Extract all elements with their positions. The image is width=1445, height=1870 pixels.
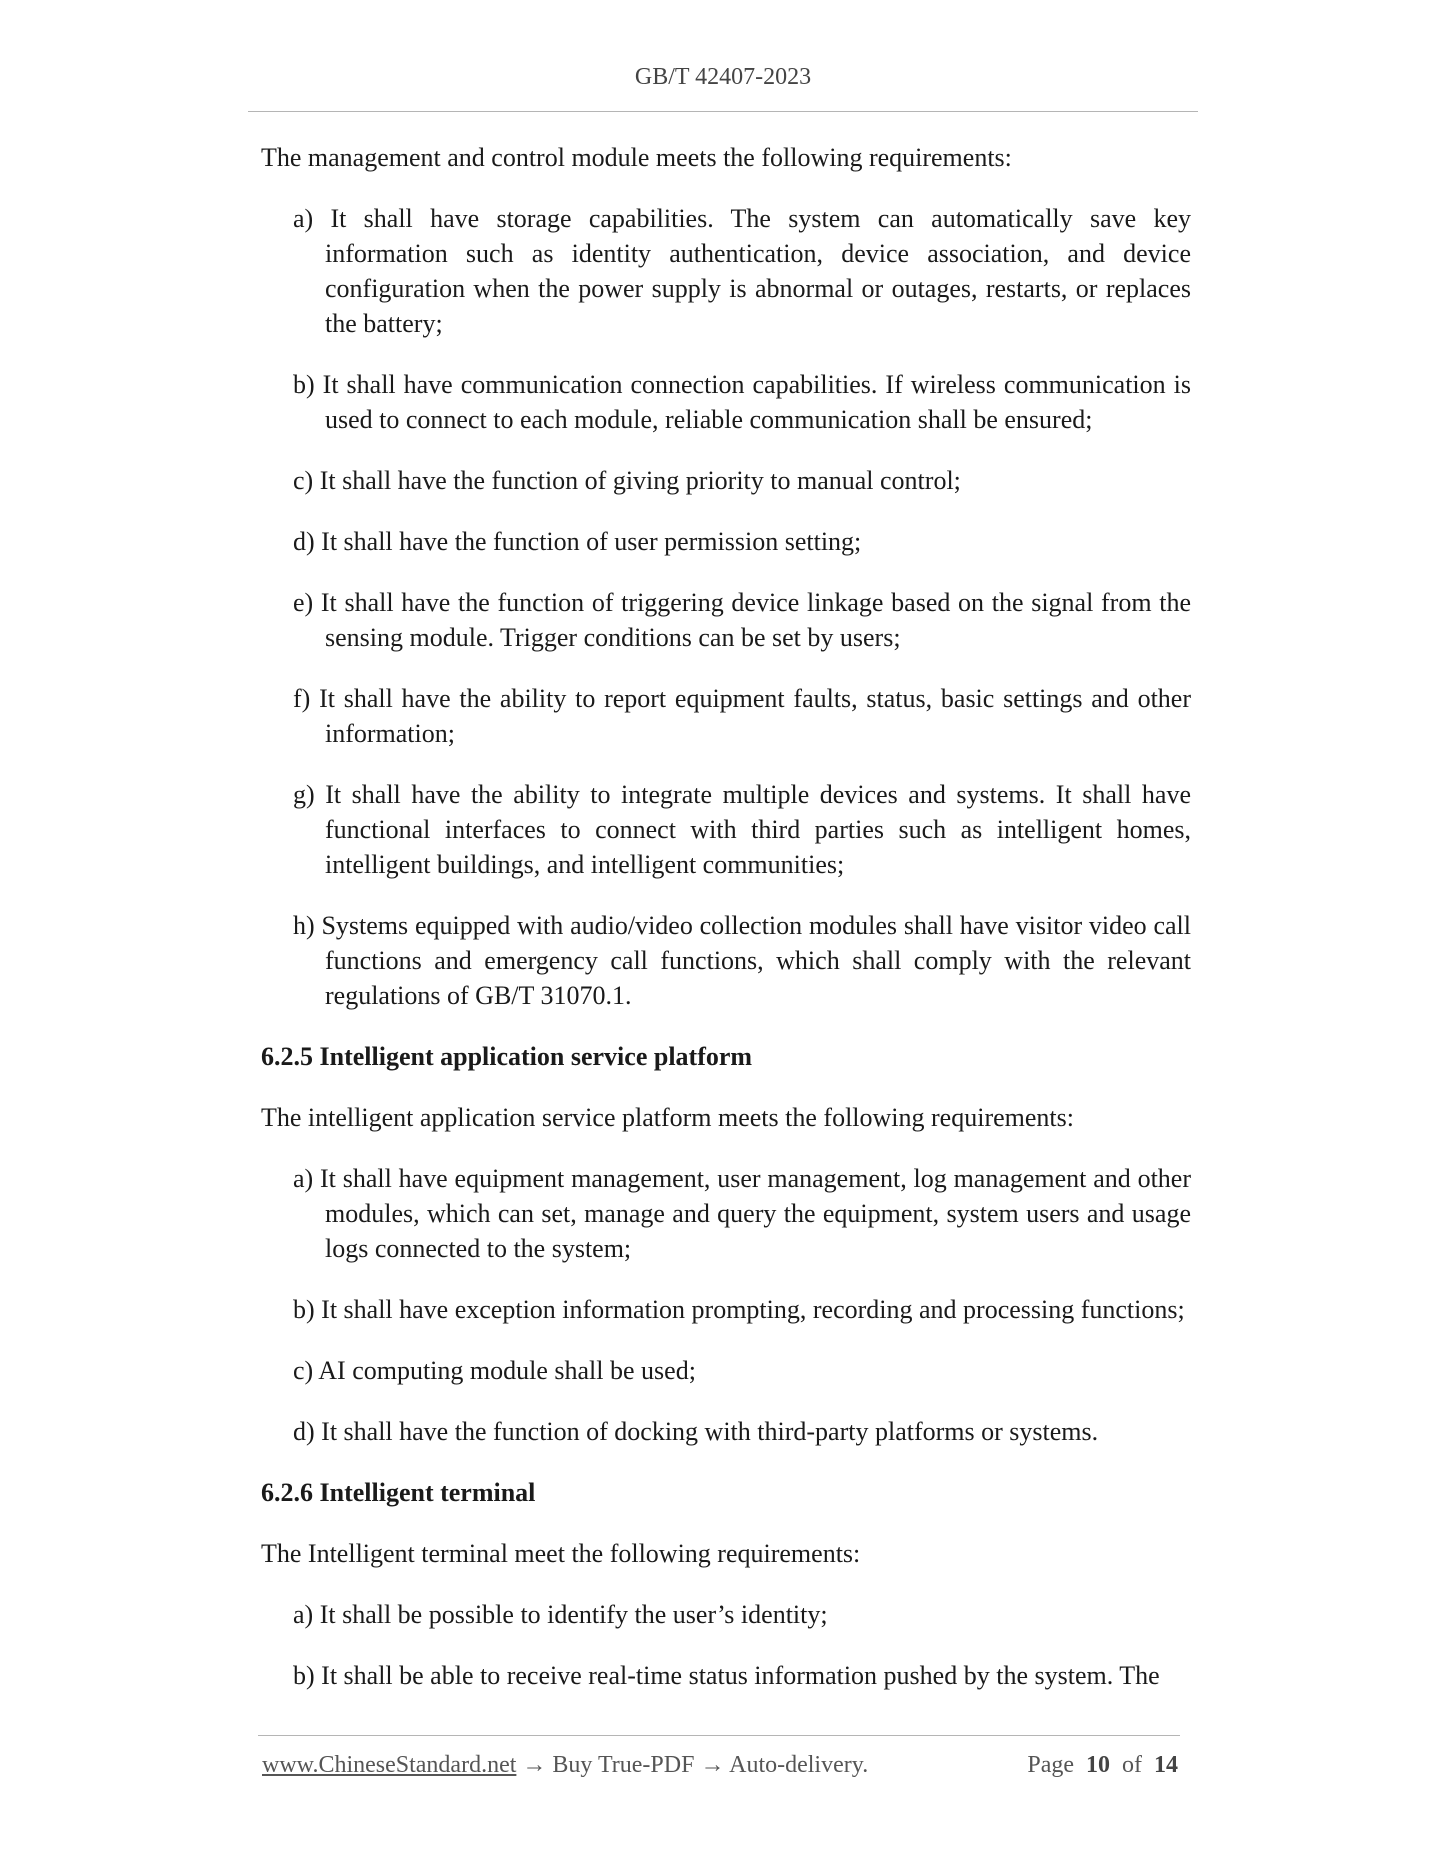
list-item: f) It shall have the ability to report equipment faults, status, basic settings and other information;: [293, 684, 1191, 748]
site-link[interactable]: www.ChineseStandard.net: [262, 1752, 517, 1778]
list-item: d) It shall have the function of docking with third-party platforms or systems.: [293, 1417, 1099, 1446]
document-code-header: GB/T 42407-2023: [634, 64, 812, 90]
list-item: b) It shall be able to receive real-time status information pushed by the system. The: [293, 1661, 1160, 1690]
list-item: a) It shall have equipment management, user management, log management and other modules, which can set, manage and query the equipment, system users and usage logs connected to the system;: [293, 1164, 1191, 1263]
list-item: d) It shall have the function of user permission setting;: [293, 527, 862, 556]
section-heading: 6.2.6 Intelligent terminal: [261, 1478, 536, 1507]
section-heading: 6.2.5 Intelligent application service platform: [261, 1042, 753, 1071]
page-number: 10: [1086, 1752, 1110, 1778]
page-content: [261, 140, 1191, 1693]
of-label: of: [1122, 1752, 1142, 1778]
list-item: b) It shall have communication connection capabilities. If wireless communication is used to connect to each module, reliable communication shall be ensured;: [293, 370, 1191, 434]
footer-promo-text: → Buy True-PDF → Auto-delivery.: [516, 1752, 869, 1778]
header-divider: [248, 111, 1198, 112]
footer-divider: [258, 1735, 1180, 1736]
section-intro: The intelligent application service platform meets the following requirements:: [261, 1103, 1074, 1132]
section-intro: The management and control module meets the following requirements:: [261, 143, 1012, 172]
page-footer: [262, 1752, 1178, 1779]
requirements-list-platform: [261, 1161, 1191, 1449]
page-total: 14: [1154, 1752, 1178, 1778]
list-item: c) It shall have the function of giving priority to manual control;: [293, 466, 961, 495]
list-item: c) AI computing module shall be used;: [293, 1356, 696, 1385]
list-item: e) It shall have the function of triggering device linkage based on the signal from the sensing module. Trigger conditions can be set by users;: [293, 588, 1191, 652]
list-item: g) It shall have the ability to integrate multiple devices and systems. It shall have functional interfaces to connect with third parties such as intelligent homes, intelligent buildings, and intelligent communities;: [293, 780, 1191, 879]
footer-promo: [262, 1752, 868, 1779]
requirements-list-management: [261, 201, 1191, 1013]
list-item: a) It shall be possible to identify the user’s identity;: [293, 1600, 828, 1629]
section-intro: The Intelligent terminal meet the following requirements:: [261, 1539, 861, 1568]
page-indicator: [1027, 1752, 1178, 1779]
requirements-list-terminal: [261, 1597, 1191, 1693]
page-label: Page: [1027, 1752, 1074, 1778]
list-item: a) It shall have storage capabilities. The system can automatically save key information such as identity authentication, device association, and device configuration when the power supply is abnormal or outages, restarts, or replaces the battery;: [293, 204, 1191, 338]
list-item: b) It shall have exception information prompting, recording and processing functions;: [293, 1295, 1185, 1324]
list-item: h) Systems equipped with audio/video collection modules shall have visitor video call functions and emergency call functions, which shall comply with the relevant regulations of GB/T 31070.1.: [293, 911, 1191, 1010]
